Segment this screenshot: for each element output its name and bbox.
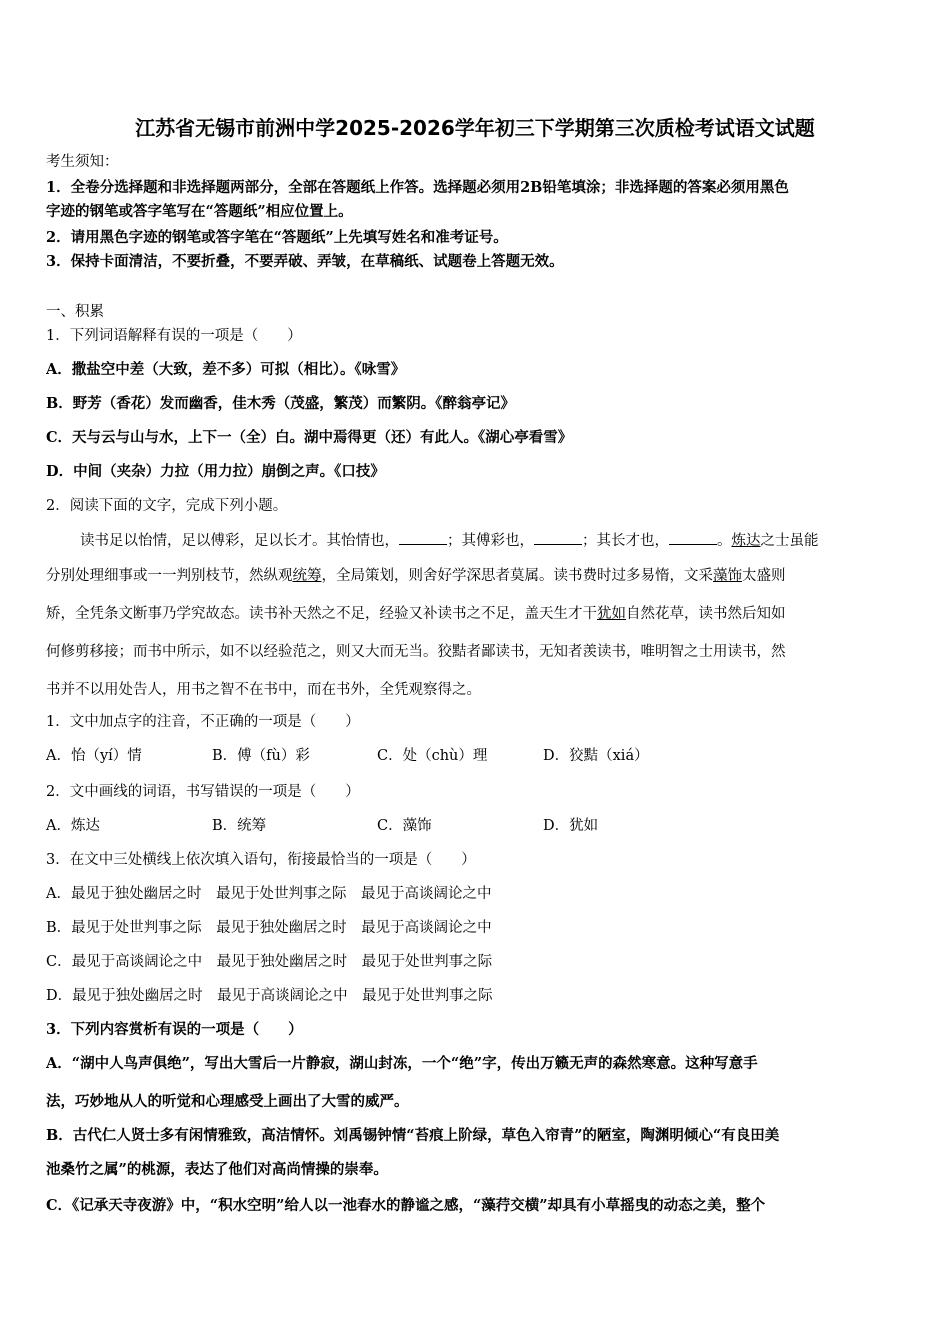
- underlined-word: 炼达: [731, 533, 761, 549]
- q3-line: 池桑竹之属”的桃源，表达了他们对高尚情操的崇奉。: [46, 1161, 388, 1178]
- notice-item: 1．全卷分选择题和非选择题两部分，全部在答题纸上作答。选择题必须用2B铅笔填涂；非选择题的答案必须用黑色: [46, 179, 789, 196]
- q3-line: 法，巧妙地从人的听觉和心理感受上画出了大雪的威严。: [46, 1093, 409, 1110]
- q3-line: C．《记承天寺夜游》中，“积水空明”给人以一池春水的静谧之感，“藻荇交横”却具有小草摇曳的动态之美，整个: [46, 1197, 766, 1214]
- sub1-option-b: B．傅（fù）彩: [212, 748, 310, 764]
- q1-option-c: C．天与云与山与水，上下一（全）白。湖中焉得更（还）有此人。《湖心亭看雪》: [46, 429, 573, 446]
- sub3-option-a: A．最见于独处幽居之时 最见于处世判事之际 最见于高谈阔论之中: [46, 886, 492, 902]
- page-title: 江苏省无锡市前洲中学2025-2026学年初三下学期第三次质检考试语文试题: [135, 116, 815, 140]
- underlined-word: 统筹: [292, 568, 322, 584]
- q1-stem: 1．下列词语解释有误的一项是（ ）: [46, 328, 302, 344]
- sub3-option-b: B．最见于处世判事之际 最见于独处幽居之时 最见于高谈阔论之中: [46, 920, 492, 936]
- sub1-stem: 1．文中加点字的注音，不正确的一项是（ ）: [46, 714, 360, 730]
- sub1-option-a: A．怡（yí）情: [46, 748, 142, 764]
- q1-option-b: B．野芳（香花）发而幽香，佳木秀（茂盛，繁茂）而繁阴。《醉翁亭记》: [46, 395, 516, 412]
- sub3-option-d: D．最见于独处幽居之时 最见于高谈阔论之中 最见于处世判事之际: [46, 988, 493, 1004]
- sub1-option-c: C．处（chù）理: [377, 748, 488, 764]
- blank-1: [399, 530, 447, 545]
- notice-item: 2．请用黑色字迹的钢笔或答字笔在“答题纸”上先填写姓名和准考证号。: [46, 229, 508, 246]
- sub3-option-c: C．最见于高谈阔论之中 最见于独处幽居之时 最见于处世判事之际: [46, 954, 493, 970]
- section-heading: 一、积累: [46, 304, 104, 320]
- sub2-option-b: B．统筹: [212, 818, 267, 834]
- q3-stem: 3．下列内容赏析有误的一项是（ ）: [46, 1021, 303, 1038]
- q1-option-a: A．撒盐空中差（大致，差不多）可拟（相比）。《咏雪》: [46, 361, 406, 378]
- sub2-option-d: D．犹如: [543, 818, 599, 834]
- passage-line: 分别处理细事或一一判别枝节，然纵观统筹，全局策划，则舍好学深思者莫属。读书费时过多易惰，文采藻饰太盛则: [46, 568, 786, 584]
- passage-line: 读书足以怡情，足以傅彩，足以长才。其怡情也， ；其傅彩也， ；其长才也， 。炼达之士虽能: [80, 530, 940, 551]
- underlined-word: 犹如: [597, 606, 626, 622]
- underlined-word: 藻饰: [713, 568, 742, 584]
- notice-item: 3．保持卡面清洁，不要折叠，不要弄破、弄皱，在草稿纸、试题卷上答题无效。: [46, 253, 564, 270]
- sub2-stem: 2．文中画线的词语，书写错误的一项是（ ）: [46, 784, 360, 800]
- notice-item: 字迹的钢笔或答字笔写在“答题纸”相应位置上。: [46, 203, 353, 220]
- blank-2: [534, 530, 582, 545]
- q2-stem: 2．阅读下面的文字，完成下列小题。: [46, 498, 288, 514]
- passage-line: 书并不以用处告人，用书之智不在书中，而在书外，全凭观察得之。: [46, 682, 481, 698]
- q3-line: B．古代仁人贤士多有闲情雅致，高洁情怀。刘禹锡钟情“苔痕上阶绿，草色入帘青”的陋室，陶渊明倾心“有良田美: [46, 1127, 780, 1144]
- notice-heading: 考生须知：: [46, 154, 119, 170]
- q3-line: A．“湖中人鸟声俱绝”，写出大雪后一片静寂，湖山封冻，一个“绝”字，传出万籁无声的森然寒意。这种写意手: [46, 1055, 758, 1072]
- sub1-option-d: D．狡黠（xiá）: [543, 748, 649, 764]
- q1-option-d: D．中间（夹杂）力拉（用力拉）崩倒之声。《口技》: [46, 463, 385, 480]
- blank-3: [669, 530, 717, 545]
- passage-line: 何修剪移接；而书中所示，如不以经验范之，则又大而无当。狡黠者鄙读书，无知者羡读书，唯明智之士用读书，然: [46, 644, 786, 660]
- passage-line: 矫，全凭条文断事乃学究故态。读书补天然之不足，经验又补读书之不足，盖天生才干犹如自然花草，读书然后知如: [46, 606, 786, 622]
- sub3-stem: 3．在文中三处横线上依次填入语句，衔接最恰当的一项是（ ）: [46, 852, 476, 868]
- sub2-option-a: A．炼达: [46, 818, 100, 834]
- sub2-option-c: C．藻饰: [377, 818, 432, 834]
